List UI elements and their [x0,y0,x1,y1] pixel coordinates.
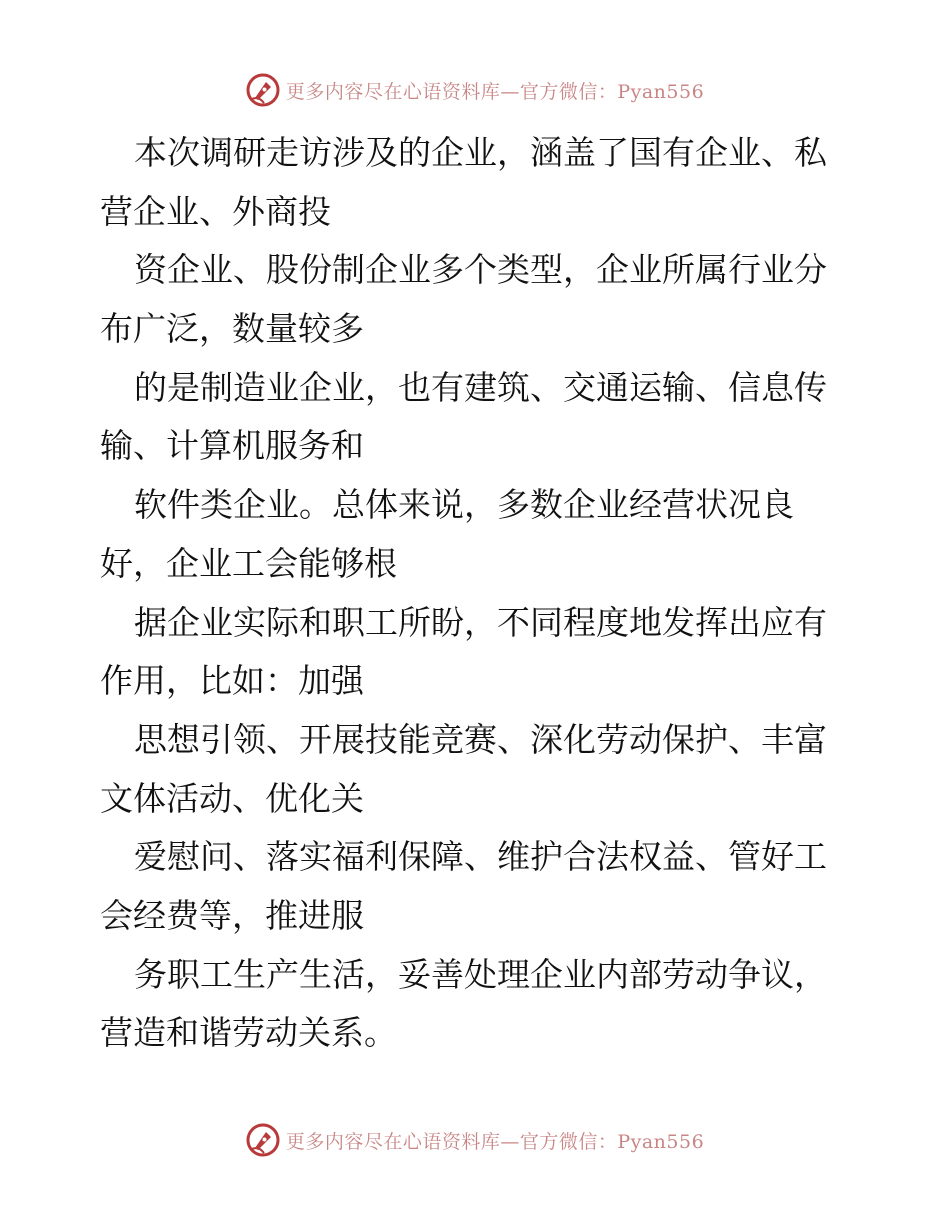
header-banner-content [246,73,704,107]
body-line: 会经费等，推进服 [100,895,364,935]
footer-banner-content [246,1123,704,1157]
body-line: 爱慰问、落实福利保障、维护合法权益、管好工 [134,837,827,877]
body-line: 营造和谐劳动关系。 [100,1013,397,1053]
pen-nib-logo-icon [246,1123,280,1157]
body-line: 本次调研走访涉及的企业，涵盖了国有企业、私 [134,133,827,172]
body-line: 营企业、外商投 [100,191,331,231]
footer-banner [0,1122,950,1158]
body-line: 软件类企业。总体来说，多数企业经营状况良 [134,485,794,525]
body-line: 务职工生产生活，妥善处理企业内部劳动争议， [134,954,827,994]
body-line: 据企业实际和职工所盼，不同程度地发挥出应有 [134,602,827,642]
body-line: 文体活动、优化关 [100,778,364,818]
body-line: 布广泛，数量较多 [100,309,364,349]
header-banner-text: 更多内容尽在心语资料库—官方微信：Pyan556 [285,80,705,103]
header-banner [0,72,950,108]
body-line: 好，企业工会能够根 [100,543,397,583]
body-line: 资企业、股份制企业多个类型，企业所属行业分 [134,250,827,290]
footer-banner-text: 更多内容尽在心语资料库—官方微信：Pyan556 [285,1130,705,1153]
body-line: 输、计算机服务和 [100,426,364,466]
body-line: 的是制造业企业，也有建筑、交通运输、信息传 [134,367,827,407]
body-line: 作用，比如：加强 [100,661,364,701]
body-paragraph [100,124,860,1063]
pen-nib-logo-icon [246,73,280,107]
body-line: 思想引领、开展技能竞赛、深化劳动保护、丰富 [134,719,827,759]
